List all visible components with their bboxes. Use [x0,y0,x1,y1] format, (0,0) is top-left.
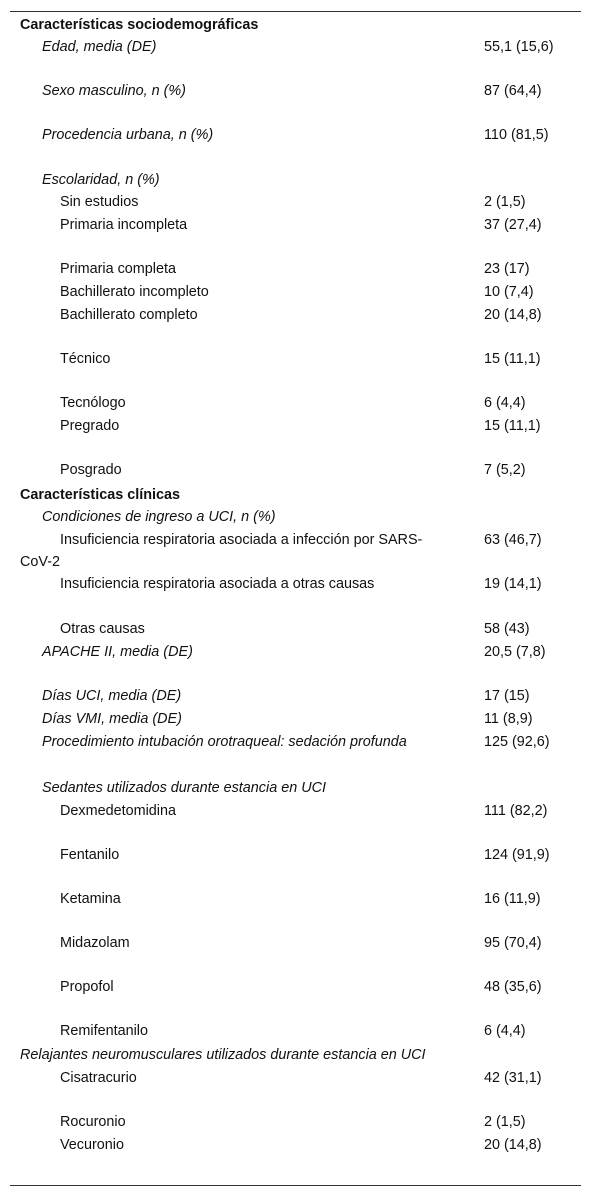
row-value: 20 (14,8) [484,1137,542,1153]
row-value: 10 (7,4) [484,284,534,300]
row-value: 19 (14,1) [484,576,542,592]
row-value: 37 (27,4) [484,217,542,233]
row-label: Técnico [60,351,111,367]
row-label: Escolaridad, n (%) [42,172,160,188]
row-label: Condiciones de ingreso a UCI, n (%) [42,509,276,525]
data-table [10,11,581,1186]
row-label: Posgrado [60,462,122,478]
row-value: 7 (5,2) [484,462,526,478]
row-label: Pregrado [60,418,120,434]
row-label: Otras causas [60,621,145,637]
row-label: Bachillerato incompleto [60,284,209,300]
row-value: 95 (70,4) [484,935,542,951]
row-label: Rocuronio [60,1114,126,1130]
row-label: Propofol [60,979,114,995]
row-label: Primaria completa [60,261,176,277]
row-value: 6 (4,4) [484,395,526,411]
row-label: Insuficiencia respiratoria asociada a otras causas [60,576,375,592]
row-label: Procedimiento intubación orotraqueal: sedación profunda [42,734,407,750]
row-label: Relajantes neuromusculares utilizados durante estancia en UCI [20,1047,426,1063]
row-value: 11 (8,9) [484,711,533,727]
row-value: 2 (1,5) [484,194,526,210]
row-value: 55,1 (15,6) [484,39,554,55]
section-label: Características sociodemográficas [20,17,259,33]
row-label: Sin estudios [60,194,139,210]
section-label: Características clínicas [20,487,180,503]
row-value: 2 (1,5) [484,1114,526,1130]
row-value: 23 (17) [484,261,530,277]
row-label: Midazolam [60,935,130,951]
row-label: Días VMI, media (DE) [42,711,182,727]
row-value: 63 (46,7) [484,532,542,548]
row-value: 17 (15) [484,688,530,704]
row-value: 87 (64,4) [484,83,542,99]
row-value: 16 (11,9) [484,891,541,907]
row-label: Edad, media (DE) [42,39,157,55]
row-value: 6 (4,4) [484,1023,526,1039]
row-label: Tecnólogo [60,395,126,411]
row-label: Días UCI, media (DE) [42,688,182,704]
row-label: Insuficiencia respiratoria asociada a infección por SARS-CoV-2 [20,532,423,570]
row-value: 48 (35,6) [484,979,542,995]
row-value: 58 (43) [484,621,530,637]
row-label: Procedencia urbana, n (%) [42,127,214,143]
row-label: Ketamina [60,891,121,907]
row-label: APACHE II, media (DE) [42,644,193,660]
row-label: Cisatracurio [60,1070,137,1086]
row-label: Vecuronio [60,1137,125,1153]
row-label: Bachillerato completo [60,307,198,323]
row-label: Remifentanilo [60,1023,148,1039]
row-label: Fentanilo [60,847,120,863]
row-value: 20 (14,8) [484,307,542,323]
row-value: 15 (11,1) [484,351,541,367]
row-value: 42 (31,1) [484,1070,542,1086]
row-value: 125 (92,6) [484,734,550,750]
row-label: Dexmedetomidina [60,803,176,819]
row-label: Sexo masculino, n (%) [42,83,186,99]
row-value: 111 (82,2) [484,803,548,819]
row-value: 110 (81,5) [484,127,549,143]
row-value: 124 (91,9) [484,847,550,863]
row-label: Primaria incompleta [60,217,188,233]
row-label: Sedantes utilizados durante estancia en UCI [42,780,326,796]
row-value: 20,5 (7,8) [484,644,546,660]
row-value: 15 (11,1) [484,418,541,434]
